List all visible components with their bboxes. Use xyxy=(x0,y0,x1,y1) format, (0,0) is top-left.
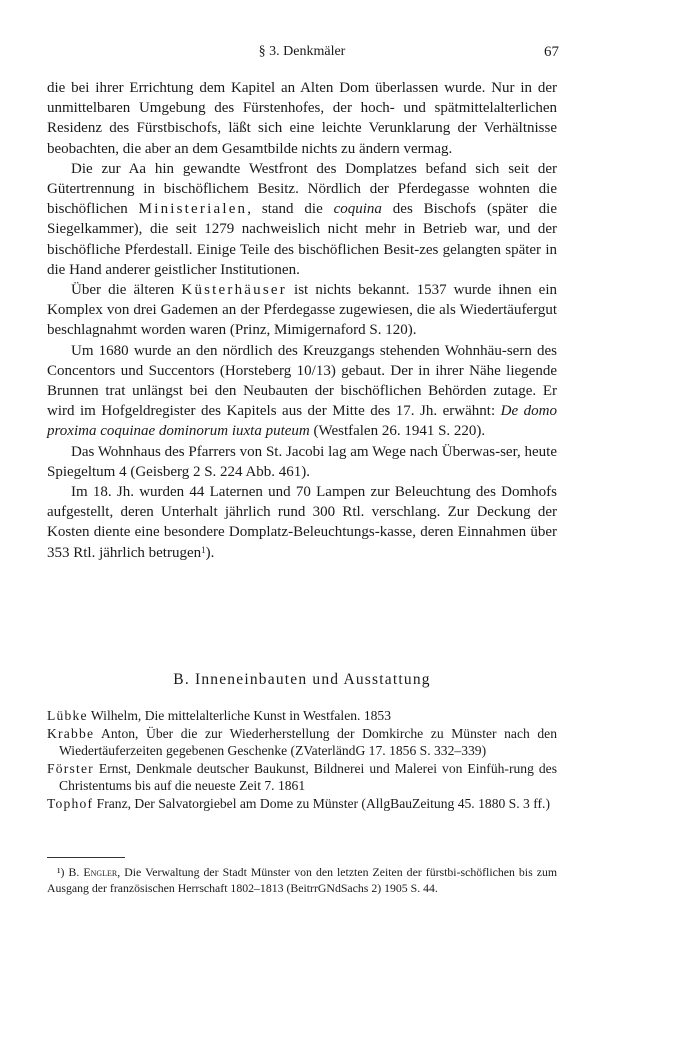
bibliography-author: Förster xyxy=(47,760,94,776)
bibliography-list xyxy=(47,707,557,813)
paragraph-2-text-c: des Bischofs (später die Siegelkammer), die seit 1279 nachweislich nicht mehr in Betrieb war, und der bischöfliche Pferdestall. Einige Teile des bischöflichen Besit-zes gelangten später in die Hand anderer geistlicher Institutionen. xyxy=(47,201,557,278)
kuesterhaeuser-spaced: Küsterhäuser xyxy=(181,282,287,299)
footnote-marker: ¹) xyxy=(57,865,65,879)
page-number: 67 xyxy=(544,44,559,60)
footnote-paragraph xyxy=(47,864,557,896)
coquina-italic: coquina xyxy=(333,201,382,218)
paragraph-2-text-b: , stand die xyxy=(247,201,334,218)
paragraph-6 xyxy=(47,482,557,563)
footnote-author: B. Engler xyxy=(68,865,118,879)
footnote-reference[interactable]: 1 xyxy=(201,544,206,555)
paragraph-2 xyxy=(47,159,557,280)
paragraph-5 xyxy=(47,442,557,482)
paragraph-3-text-a: Über die älteren xyxy=(71,282,182,299)
paragraph-6-text: Im 18. Jh. wurden 44 Laternen und 70 Lampen zur Beleuchtung des Domhofs aufgestellt, deren Unterhalt jährlich rund 300 Rtl. verschlang. Zur Deckung der Kosten diente eine besondere Domplatz-Beleuchtungs-kasse, deren Einnahmen über 353 Rtl. jährlich betrugen xyxy=(47,484,557,561)
footnote-text: , Die Verwaltung der Stadt Münster von den letzten Zeiten der fürstbi-schöflichen bis zum Ausgang der französischen Herrschaft 1802–1813 (BeitrrGNdSachs 2) 1905 S. 44. xyxy=(47,865,558,895)
paragraph-3-text-b: ist nichts bekannt. 1537 wurde ihnen ein Komplex von drei Gademen an der Pferdegasse zugewiesen, die als Wiedertäufergut beschlagnahmt worden waren (Prinz, Mimigernaford S. 120). xyxy=(47,282,557,339)
bibliography-entry xyxy=(47,707,557,725)
bibliography-text: Anton, Über die zur Wiederherstellung der Domkirche zu Münster nach den Wiedertäuferzeiten gegebenen Geschenke (ZVaterländG 17. 1856 S. 332–339) xyxy=(59,725,557,759)
paragraph-2-text-a: Die zur Aa hin gewandte Westfront des Domplatzes befand sich seit der Gütertrennung in bischöflichem Besitz. Nördlich der Pferdegasse wohnten die bischöflichen xyxy=(47,160,557,218)
body-text xyxy=(47,78,557,563)
paragraph-5-text: Das Wohnhaus des Pfarrers von St. Jacobi lag am Wege nach Überwas-ser, heute Spiegeltum 4 (Geisberg 2 S. 224 Abb. 461). xyxy=(47,443,557,480)
section-heading: B. Inneneinbauten und Ausstattung xyxy=(173,671,431,688)
bibliography-entry xyxy=(47,725,557,760)
paragraph-4 xyxy=(47,341,557,442)
paragraph-4-text-a: Um 1680 wurde an den nördlich des Kreuzgangs stehenden Wohnhäu-sern des Concentors und Succentors (Horsteberg 10/13) gebaut. Der in ihrer Nähe liegende Brunnen trat unlängst bei den Neubauten der bischöflichen Behörden zutage. Er wird im Hofgeldregister des Kapitels aus der Mitte des 17. Jh. erwähnt: xyxy=(47,342,557,420)
footnote xyxy=(47,864,557,896)
paragraph-4-text-b: (Westfalen 26. 1941 S. 220). xyxy=(309,423,486,440)
bibliography-text: Franz, Der Salvatorgiebel am Dome zu Münster (AllgBauZeitung 45. 1880 S. 3 ff.) xyxy=(93,795,550,811)
footnote-divider xyxy=(47,857,125,858)
bibliography-text: Ernst, Denkmale deutscher Baukunst, Bildnerei und Malerei von Einfüh-rung des Christentums bis auf die neueste Zeit 7. 1861 xyxy=(59,760,557,794)
bibliography-author: Krabbe xyxy=(47,725,95,741)
bibliography-text: Wilhelm, Die mittelalterliche Kunst in Westfalen. 1853 xyxy=(87,708,392,723)
ministerialen-spaced: Ministerialen xyxy=(138,201,248,218)
bibliography-author: Tophof xyxy=(47,795,94,811)
running-head xyxy=(47,44,557,66)
bibliography-author: Lübke xyxy=(47,708,88,723)
bibliography-entry xyxy=(47,760,557,795)
running-head-section: § 3. Denkmäler xyxy=(258,44,346,59)
paragraph-1 xyxy=(47,78,557,159)
bibliography-entry xyxy=(47,795,557,813)
latin-quote-italic: De domo proxima coquinae dominorum iuxta puteum xyxy=(47,403,557,440)
paragraph-3 xyxy=(47,280,557,341)
paragraph-6-end: ). xyxy=(205,544,215,561)
paragraph-1-text: die bei ihrer Errichtung dem Kapitel an Alten Dom überlassen wurde. Nur in der unmittelbaren Umgebung des Fürstenhofes, der hoch- und spätmittelalterlichen Residenz des Fürstbischofs, läßt sich eine leichte Verunklarung der Verhältnisse beobachten, die aber an dem Gesamtbilde nichts zu ändern vermag. xyxy=(47,80,557,157)
